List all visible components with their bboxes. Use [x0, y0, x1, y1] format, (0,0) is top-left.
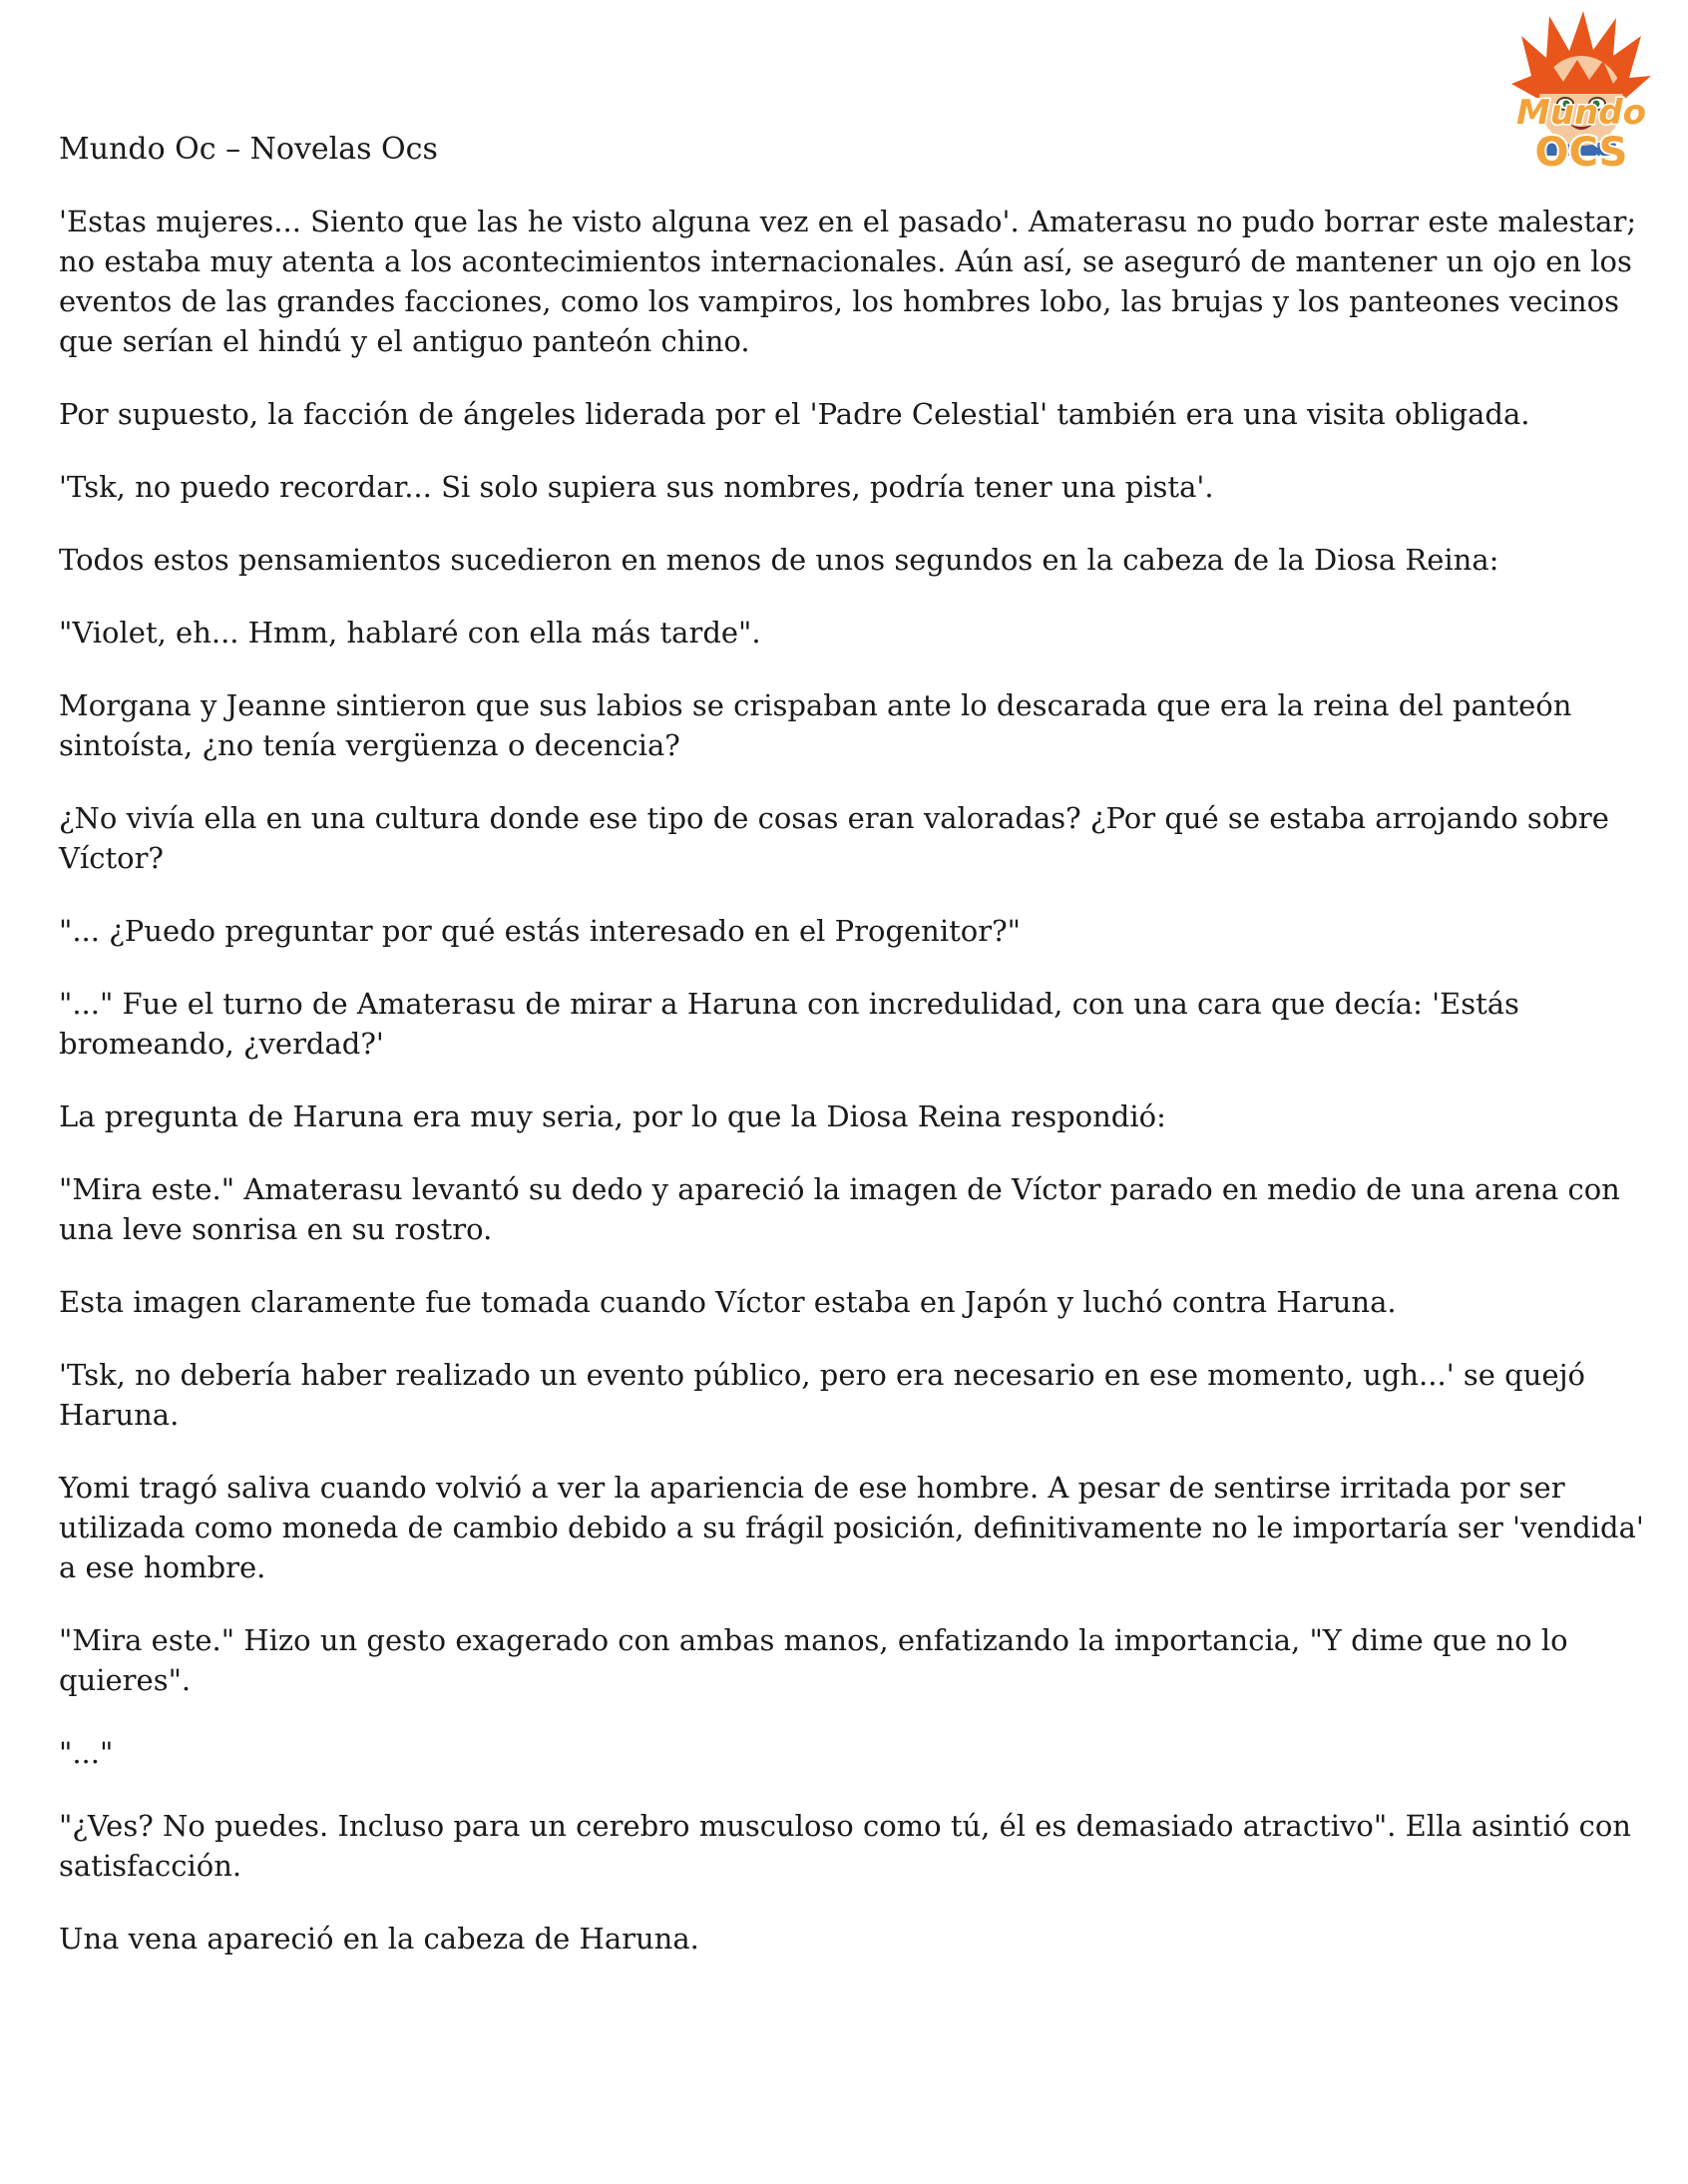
- paragraph: La pregunta de Haruna era muy seria, por lo que la Diosa Reina respondió:: [59, 1099, 1166, 1133]
- document-header: Mundo Oc – Novelas Ocs: [59, 132, 438, 167]
- paragraph: Morgana y Jeanne sintieron que sus labios se crispaban ante lo descarada que era la reina del panteón sintoísta, ¿no tenía vergüenza o decencia?: [59, 688, 1572, 762]
- paragraph: 'Tsk, no puedo recordar... Si solo supiera sus nombres, podría tener una pista'.: [59, 470, 1214, 504]
- paragraph: "Mira este." Hizo un gesto exagerado con ambas manos, enfatizando la importancia, "Y dime que no lo quieres".: [59, 1623, 1568, 1697]
- paragraph: Por supuesto, la facción de ángeles liderada por el 'Padre Celestial' también era una visita obligada.: [59, 397, 1530, 431]
- paragraph: Esta imagen claramente fue tomada cuando Víctor estaba en Japón y luchó contra Haruna.: [59, 1285, 1397, 1319]
- paragraph: "¿Ves? No puedes. Incluso para un cerebro musculoso como tú, él es demasiado atractivo". Ella asintió con satisfacción.: [59, 1809, 1631, 1883]
- paragraph: 'Estas mujeres... Siento que las he visto alguna vez en el pasado'. Amaterasu no pudo borrar este malestar; no estaba muy atenta a los acontecimientos internacionales. Aún así, se aseguró de mantener un ojo en los eventos de las grandes facciones, como los vampiros, los hombres lobo, las brujas y los panteones vecinos que serían el hindú y el antiguo panteón chino.: [59, 205, 1637, 358]
- paragraph: "...": [59, 1736, 114, 1770]
- paragraph: "Violet, eh... Hmm, hablaré con ella más tarde".: [59, 616, 761, 650]
- paragraph: "..." Fue el turno de Amaterasu de mirar a Haruna con incredulidad, con una cara que decía: 'Estás bromeando, ¿verdad?': [59, 987, 1519, 1061]
- paragraph: Todos estos pensamientos sucedieron en menos de unos segundos en la cabeza de la Diosa Reina:: [59, 543, 1499, 577]
- document-body: [59, 202, 1645, 1991]
- paragraph: "Mira este." Amaterasu levantó su dedo y apareció la imagen de Víctor parado en medio de una arena con una leve sonrisa en su rostro.: [59, 1172, 1620, 1246]
- paragraph: 'Tsk, no debería haber realizado un evento público, pero era necesario en ese momento, ugh...' se quejó Haruna.: [59, 1358, 1586, 1432]
- svg-text:Mundo: Mundo: [1516, 93, 1646, 133]
- mundo-ocs-logo: [1491, 6, 1671, 184]
- svg-text:OCS: OCS: [1534, 130, 1628, 176]
- paragraph: Yomi tragó saliva cuando volvió a ver la apariencia de ese hombre. A pesar de sentirse irritada por ser utilizada como moneda de cambio debido a su frágil posición, definitivamente no le importaría ser 'vendida' a ese hombre.: [59, 1471, 1644, 1584]
- paragraph: ¿No vivía ella en una cultura donde ese tipo de cosas eran valoradas? ¿Por qué se estaba arrojando sobre Víctor?: [59, 801, 1609, 875]
- paragraph: Una vena apareció en la cabeza de Haruna.: [59, 1922, 699, 1956]
- paragraph: "... ¿Puedo preguntar por qué estás interesado en el Progenitor?": [59, 914, 1021, 948]
